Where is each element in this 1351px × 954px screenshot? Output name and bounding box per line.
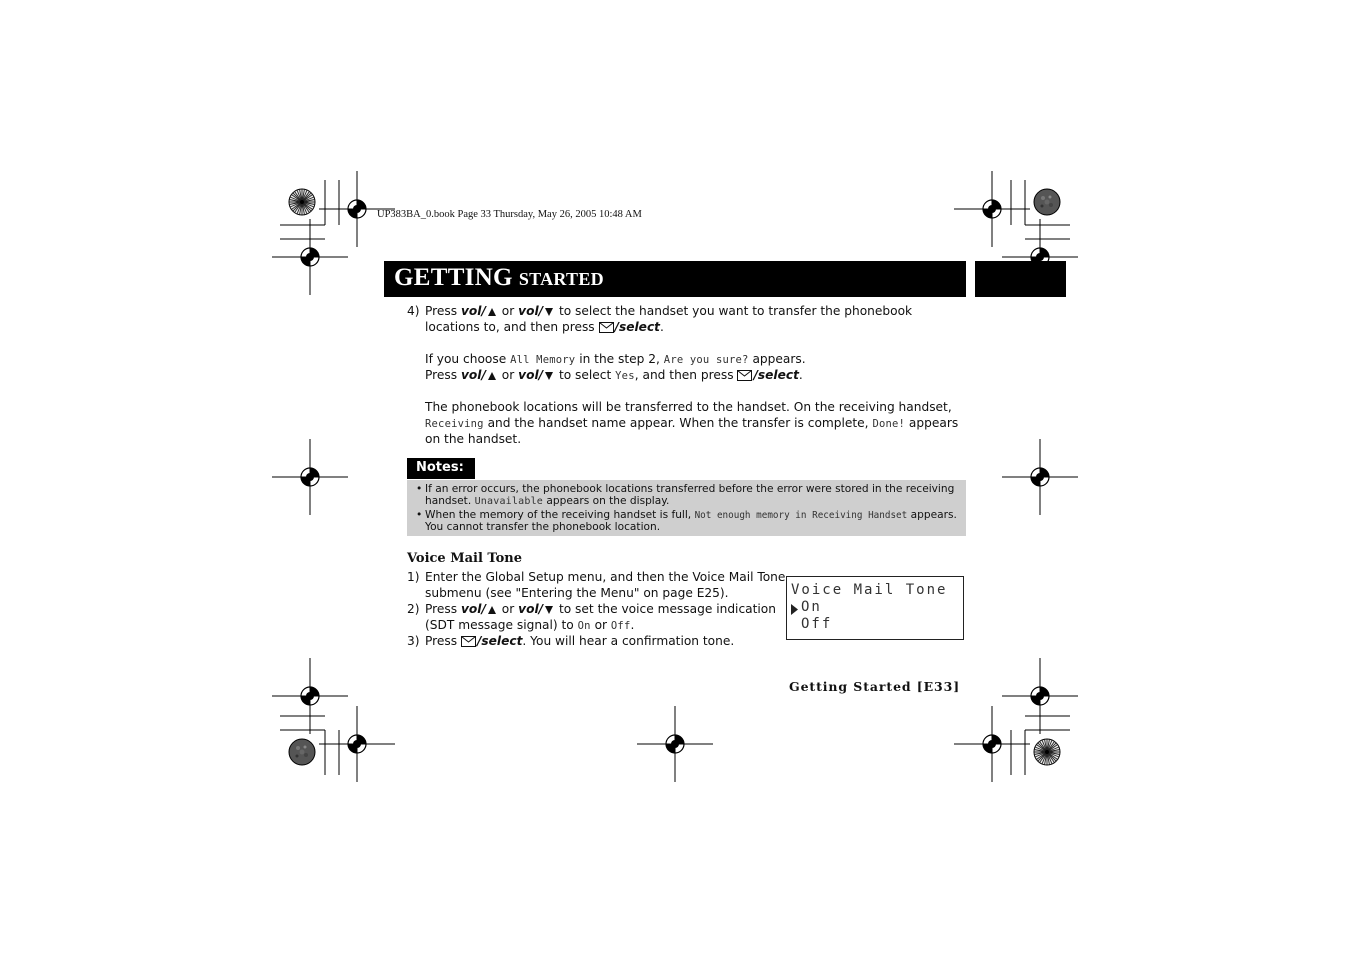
section-title-voice-mail-tone: Voice Mail Tone (407, 551, 523, 566)
lcd-text-all-memory: All Memory (510, 354, 576, 366)
lcd-line-3: Off (801, 616, 833, 632)
envelope-icon (599, 322, 614, 333)
step-4-line-2: locations to, and then press /select. (425, 320, 664, 334)
vm-step-2-line-1: Press vol/ or vol/ to set the voice message indication (425, 602, 776, 616)
envelope-icon (461, 636, 476, 647)
vol-up-key: vol/ (461, 368, 498, 382)
notes-label: Notes: (407, 458, 475, 479)
vm-step-3-number: 3) (407, 634, 420, 648)
vm-step-3-line: Press /select. You will hear a confirmation tone. (425, 634, 735, 648)
vol-up-key: vol/ (461, 602, 498, 616)
lcd-text-done: Done! (872, 418, 906, 430)
note-1-line-2: handset. Unavailable appears on the display. (425, 495, 670, 507)
up-arrow-icon (488, 606, 496, 614)
step-4-para-2-line-1: If you choose All Memory in the step 2, Are you sure? appears. (425, 352, 806, 366)
up-arrow-icon (488, 372, 496, 380)
lcd-text-yes: Yes (615, 370, 635, 382)
envelope-icon (737, 370, 752, 381)
vol-down-key: vol/ (518, 368, 555, 382)
book-file-info: UP383BA_0.book Page 33 Thursday, May 26, 2005 10:48 AM (377, 209, 642, 220)
lcd-screen-illustration (786, 576, 964, 640)
select-key: /select (461, 634, 522, 648)
step-4-number: 4) (407, 304, 420, 318)
down-arrow-icon (545, 606, 553, 614)
note-1-bullet: • (416, 483, 423, 495)
select-key: /select (737, 368, 798, 382)
vm-step-1-line-1: Enter the Global Setup menu, and then the Voice Mail Tone (425, 570, 786, 584)
lcd-text-unavailable: Unavailable (474, 496, 544, 507)
step-4-para-3-line-1: The phonebook locations will be transferred to the handset. On the receiving handset, (425, 400, 952, 414)
vol-down-key: vol/ (518, 304, 555, 318)
lcd-text-off: Off (610, 620, 631, 632)
vm-step-2-number: 2) (407, 602, 420, 616)
cursor-arrow-icon (791, 604, 798, 615)
up-arrow-icon (488, 308, 496, 316)
step-4-para-2-line-2: Press vol/ or vol/ to select Yes, and then press /select. (425, 368, 803, 382)
page-title-bar (384, 261, 966, 297)
page-title-small: STARTED (518, 269, 604, 289)
note-2-line-2: You cannot transfer the phonebook location. (425, 521, 661, 533)
step-4-para-3-line-2: Receiving and the handset name appear. When the transfer is complete, Done! appears (425, 416, 959, 430)
down-arrow-icon (545, 308, 553, 316)
vm-step-2-line-2: (SDT message signal) to On or Off. (425, 618, 635, 632)
note-1-line-1: If an error occurs, the phonebook locations transferred before the error were stored in the receiving (425, 483, 955, 495)
page-footer: Getting Started [E33] (789, 679, 961, 694)
lcd-text-are-you-sure: Are you sure? (663, 354, 749, 366)
lcd-text-on: On (577, 620, 591, 632)
lcd-text-not-enough-memory: Not enough memory in Receiving Handset (694, 510, 908, 521)
lcd-text-receiving: Receiving (425, 418, 484, 430)
vol-down-key: vol/ (518, 602, 555, 616)
vm-step-1-line-2: submenu (see "Entering the Menu" on page E25). (425, 586, 729, 600)
page-title (394, 264, 604, 292)
step-4-para-3-line-3: on the handset. (425, 432, 522, 446)
select-key: /select (599, 320, 660, 334)
chapter-tab (975, 261, 1066, 297)
lcd-line-1: Voice Mail Tone (791, 582, 948, 598)
lcd-line-2: On (801, 599, 822, 615)
page-title-big: GETTING (394, 264, 513, 291)
note-2-bullet: • (416, 509, 423, 521)
vm-step-1-number: 1) (407, 570, 420, 584)
vol-up-key: vol/ (461, 304, 498, 318)
note-2-line-1: When the memory of the receiving handset is full, Not enough memory in Receiving Handset appears. (425, 509, 957, 521)
step-4-line-1: Press vol/ or vol/ to select the handset you want to transfer the phonebook (425, 304, 913, 318)
notes-box (407, 480, 966, 536)
down-arrow-icon (545, 372, 553, 380)
